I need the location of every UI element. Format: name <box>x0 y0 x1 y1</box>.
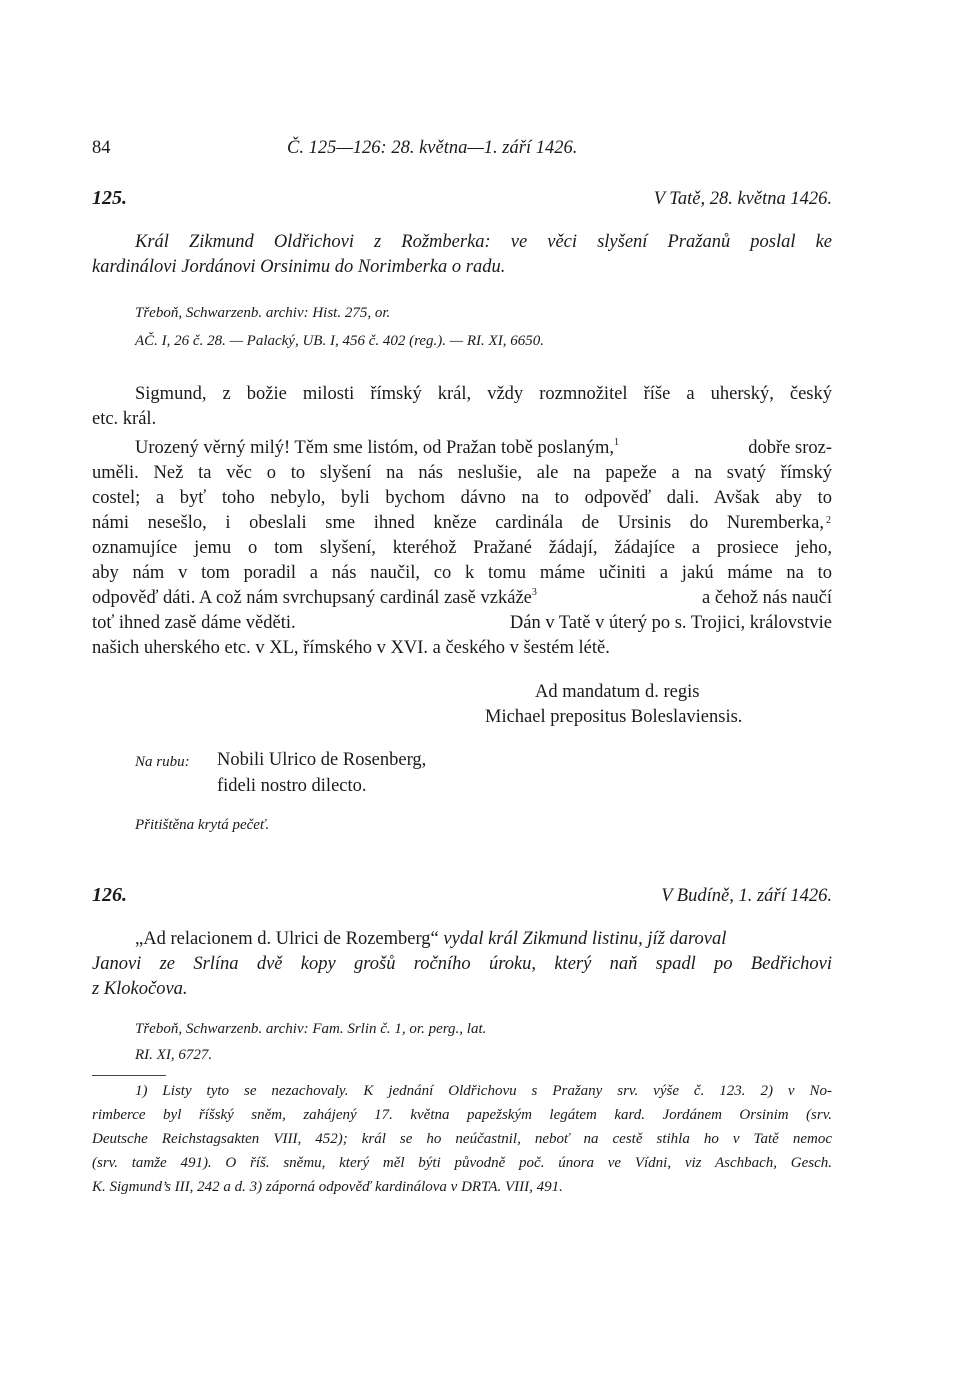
text-line: etc. král. <box>92 409 157 429</box>
note-mark: 3 <box>531 587 537 598</box>
running-title: Č. 125—126: 28. května—1. září 1426. <box>287 138 578 158</box>
footnote-line: 1) Listy tyto se nezachovaly. K jednání Oldřichovu s Pražany srv. výše č. 123. 2) v No- <box>135 1083 832 1099</box>
text-line: costel; a byť toho nebylo, byli bychom dávno na to odpověď dali. Avšak aby to <box>92 488 832 508</box>
summary-text: vydal král Zikmund listinu, jíž daroval <box>443 929 727 949</box>
source-line: Třeboň, Schwarzenb. archiv: Hist. 275, or. <box>135 305 391 321</box>
text-line: uměli. Než ta věc o to slyšení na nás neslušie, ale na papeže a na svatý římský <box>92 463 832 483</box>
text-segment: Urozený věrný milý! Těm sme listóm, od Pražan tobě poslaným, <box>135 438 615 458</box>
verso-line: fideli nostro dilecto. <box>217 776 367 796</box>
source-line: RI. XI, 6727. <box>135 1047 213 1063</box>
footnote-rule <box>92 1075 166 1076</box>
mandate-line: Ad mandatum d. regis <box>535 682 700 702</box>
seal-note: Přitištěna krytá pečeť. <box>135 817 270 833</box>
source-line: AČ. I, 26 č. 28. — Palacký, UB. I, 456 č. 402 (reg.). — RI. XI, 6650. <box>135 333 544 349</box>
summary-line <box>135 929 726 950</box>
text-line: aby nám v tom poradil a nás naučil, co k tomu máme učiniti a jakú máme na to <box>92 563 832 583</box>
summary-line: kardinálovi Jordánovi Orsinimu do Norimberka o radu. <box>92 257 506 277</box>
source-line: Třeboň, Schwarzenb. archiv: Fam. Srlin č. 1, or. perg., lat. <box>135 1021 487 1037</box>
doc-126-number: 126. <box>92 884 127 906</box>
summary-quote: „Ad relacionem d. Ulrici de Rozemberg“ <box>135 929 439 949</box>
text-line: našich uherského etc. v XL, římského v XVI. a českého v šestém létě. <box>92 638 610 658</box>
verso-line: Nobili Ulrico de Rosenberg, <box>217 750 427 770</box>
text-line <box>92 588 537 609</box>
page-number: 84 <box>92 138 111 158</box>
text-line: Dán v Tatě v úterý po s. Trojici, královstvie <box>509 613 832 633</box>
text-line: oznamujíce jemu o tom slyšení, kteréhož Pražané žádají, žádajíce a prosiece jeho, <box>92 538 832 558</box>
text-segment: odpověď dáti. A což nám svrchupsaný cardinál zasě vzkáže <box>92 588 532 608</box>
doc-125-number: 125. <box>92 187 127 209</box>
doc-125-place-date: V Tatě, 28. května 1426. <box>653 189 832 209</box>
text-line: námi nesešlo, i obeslali sme ihned kněze cardinála de Ursinis do Nuremberka, <box>92 513 824 533</box>
summary-line: Král Zikmund Oldřichovi z Rožmberka: ve věci slyšení Pražanů poslal ke <box>135 232 832 252</box>
footnote-line: (srv. tamže 491). O říš. sněmu, který měl býti původně poč. února ve Vídni, viz Aschbach, Gesch. <box>92 1155 832 1171</box>
footnote-line: Deutsche Reichstagsakten VIII, 452); král se ho neúčastnil, neboť na cestě stihla ho v Tatě nemoc <box>92 1131 832 1147</box>
footnote-line: rimberce byl říšský sněm, zahájený 17. května papežským legátem kard. Jordánem Orsinim (srv. <box>92 1107 832 1123</box>
mandate-line: Michael prepositus Boleslaviensis. <box>485 707 743 727</box>
note-mark: 1 <box>614 437 620 448</box>
doc-126-place-date: V Budíně, 1. září 1426. <box>661 886 832 906</box>
verso-label: Na rubu: <box>135 754 190 770</box>
summary-line: Janovi ze Srlína dvě kopy grošů ročního úroku, který naň spadl po Bedřichovi <box>92 954 832 974</box>
text-line <box>135 438 619 459</box>
summary-line: z Klokočova. <box>92 979 188 999</box>
footnote-line: K. Sigmund’s III, 242 a d. 3) záporná odpověď kardinálova v DRTA. VIII, 491. <box>92 1179 563 1195</box>
text-line: a čehož nás naučí <box>702 588 832 608</box>
text-line: toť ihned zasě dáme věděti. <box>92 613 296 633</box>
text-line: Sigmund, z božie milosti římský král, vždy rozmnožitel říše a uherský, český <box>135 384 832 404</box>
text-line: dobře sroz- <box>748 438 832 458</box>
